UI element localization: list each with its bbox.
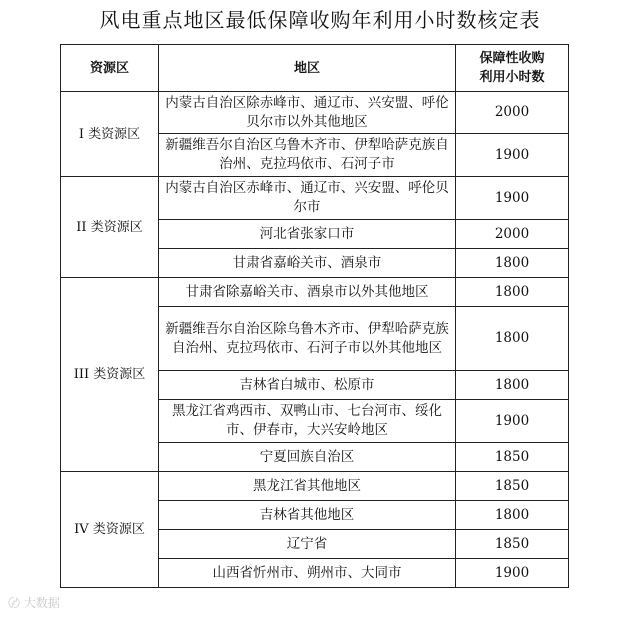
region-cell: 新疆维吾尔自治区乌鲁木齐市、伊犁哈萨克族自治州、克拉玛依市、石河子市 — [159, 134, 456, 177]
table-row — [61, 278, 569, 307]
region-cell: 吉林省白城市、松原市 — [159, 371, 456, 400]
region-cell: 宁夏回族自治区 — [159, 443, 456, 472]
zone-cell: I 类资源区 — [61, 92, 159, 177]
hours-cell: 1800 — [456, 307, 569, 371]
header-hours-line1: 保障性收购 — [479, 51, 545, 66]
hours-cell: 1800 — [456, 501, 569, 530]
hours-cell: 1800 — [456, 278, 569, 307]
table-row — [61, 92, 569, 134]
table-row — [61, 472, 569, 501]
header-region: 地区 — [159, 45, 456, 92]
zone-cell: II 类资源区 — [61, 177, 159, 278]
region-cell: 黑龙江省其他地区 — [159, 472, 456, 501]
hours-cell: 1900 — [456, 400, 569, 443]
quota-table — [60, 44, 569, 588]
hours-cell: 1900 — [456, 177, 569, 220]
hours-cell: 1800 — [456, 371, 569, 400]
watermark — [8, 594, 60, 611]
hours-cell: 2000 — [456, 92, 569, 134]
header-hours-line2: 利用小时数 — [479, 70, 545, 85]
region-cell: 辽宁省 — [159, 530, 456, 559]
hours-cell: 1900 — [456, 134, 569, 177]
hours-cell: 1850 — [456, 530, 569, 559]
header-zone: 资源区 — [61, 45, 159, 92]
page-title: 风电重点地区最低保障收购年利用小时数核定表 — [99, 8, 541, 32]
watermark-text: 大数据 — [23, 596, 60, 610]
header-row — [61, 45, 569, 92]
zone-cell: III 类资源区 — [61, 278, 159, 472]
region-cell: 甘肃省嘉峪关市、酒泉市 — [159, 249, 456, 278]
region-cell: 新疆维吾尔自治区除乌鲁木齐市、伊犁哈萨克族自治州、克拉玛依市、石河子市以外其他地区 — [159, 307, 456, 371]
hours-cell: 2000 — [456, 220, 569, 249]
hours-cell: 1900 — [456, 559, 569, 588]
hours-cell: 1850 — [456, 443, 569, 472]
hours-cell: 1800 — [456, 249, 569, 278]
hours-cell: 1850 — [456, 472, 569, 501]
zone-cell: IV 类资源区 — [61, 472, 159, 588]
region-cell: 内蒙古自治区赤峰市、通辽市、兴安盟、呼伦贝尔市 — [159, 177, 456, 220]
watermark-logo-icon: 〄 — [8, 596, 21, 610]
region-cell: 吉林省其他地区 — [159, 501, 456, 530]
header-hours — [456, 45, 569, 92]
region-cell: 甘肃省除嘉峪关市、酒泉市以外其他地区 — [159, 278, 456, 307]
region-cell: 山西省忻州市、朔州市、大同市 — [159, 559, 456, 588]
region-cell: 黑龙江省鸡西市、双鸭山市、七台河市、绥化市、伊春市，大兴安岭地区 — [159, 400, 456, 443]
region-cell: 内蒙古自治区除赤峰市、通辽市、兴安盟、呼伦贝尔市以外其他地区 — [159, 92, 456, 134]
region-cell: 河北省张家口市 — [159, 220, 456, 249]
table-row — [61, 177, 569, 220]
